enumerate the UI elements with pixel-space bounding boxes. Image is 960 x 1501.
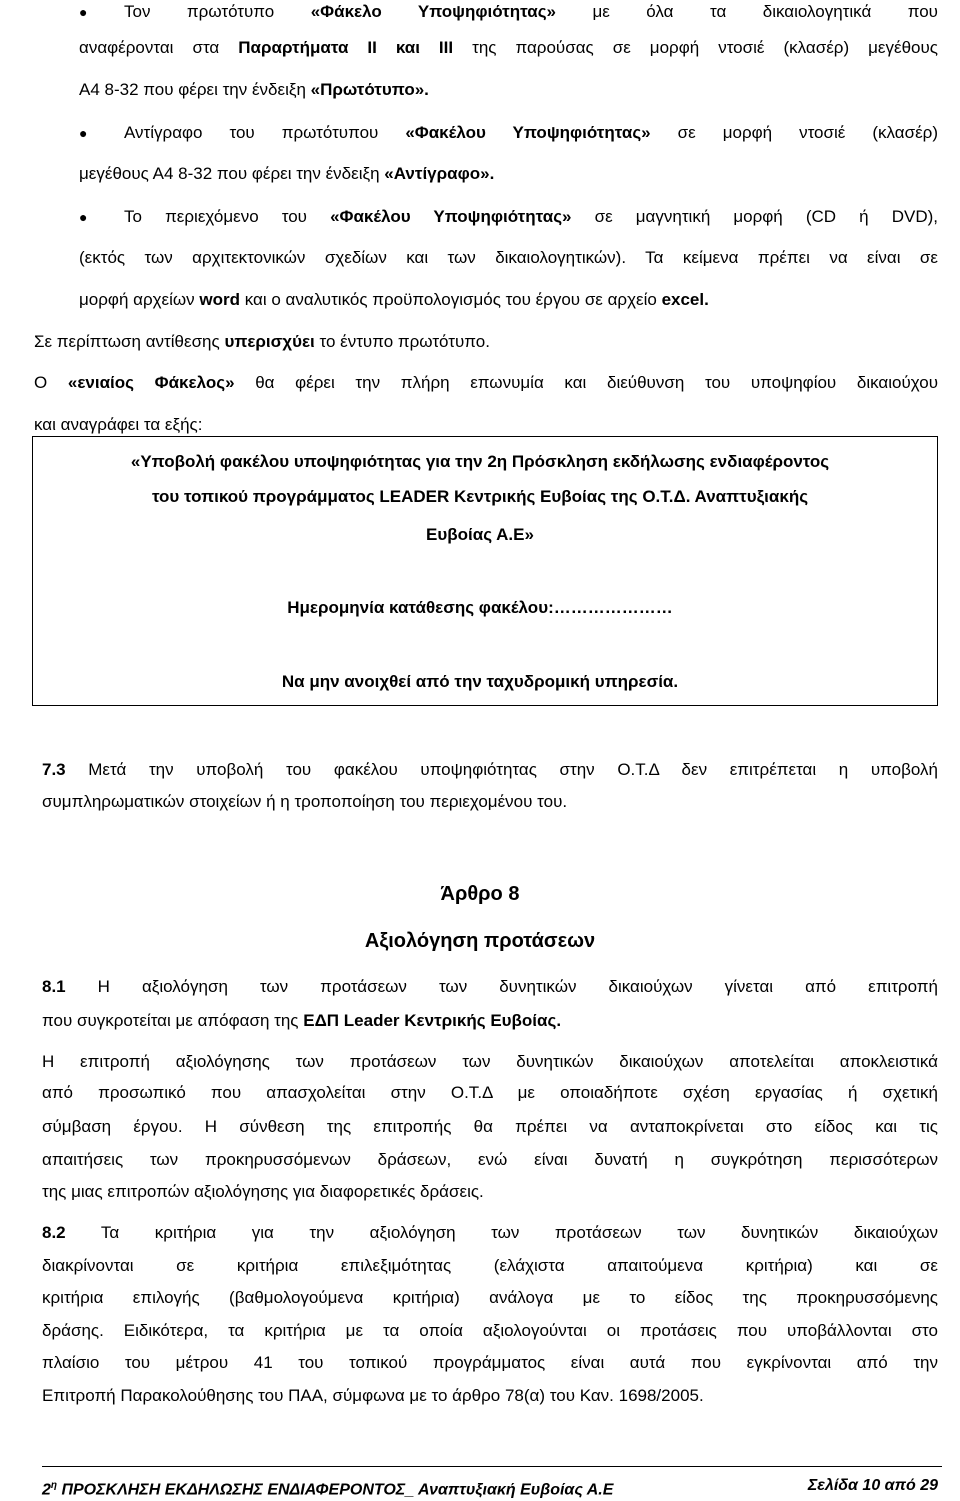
section-8-1-line-2: που συγκροτείται με απόφαση της ΕΔΠ Leader Κεντρικής Ευβοίας. [42,1011,562,1030]
conflict-line: Σε περίπτωση αντίθεσης υπερισχύει το έντυπο πρωτότυπο. [34,332,490,351]
footer-rule [42,1466,942,1467]
section-8-2-line-4: δράσης. Ειδικότερα, τα κριτήρια με τα οποία αξιολογούνται οι προτάσεις που υποβάλλονται στο [42,1321,938,1340]
bullet-2-line-2: μεγέθους Α4 8-32 που φέρει την ένδειξη «Αντίγραφο». [79,164,495,183]
section-8-2-line-5: πλαίσιο του μέτρου 41 του τοπικού προγράμματος είναι αυτά που εγκρίνονται από την [42,1353,938,1372]
section-8-2-line-2: διακρίνονται σε κριτήρια επιλεξιμότητας (ελάχιστα απαιτούμενα κριτήρια) και σε [42,1256,938,1275]
bullet-1-line-3: Α4 8-32 που φέρει την ένδειξη «Πρωτότυπο». [79,80,429,99]
bullet-3-line-2: (εκτός των αρχιτεκτονικών σχεδίων και των δικαιολογητικών). Τα κείμενα πρέπει να είναι σε [79,248,938,267]
committee-line-2: από προσωπικό που απασχολείται στην Ο.Τ.Δ με οποιαδήποτε σχέση εργασίας ή σχετική [42,1083,938,1102]
footer-title: $2^\eta$ ΠΡΟΣΚΛΗΣΗ ΕΚΔΗΛΩΣΗΣ ΕΝΔΙΑΦΕΡΟΝΤΟΣ_ Αναπτυξιακή Ευβοίας Α.Ε [42,1480,614,1499]
single-folder-line-2: και αναγράφει τα εξής: [34,415,203,434]
section-8-1-line-1: 8.1 Η αξιολόγηση των προτάσεων των δυνητικών δικαιούχων γίνεται από επιτροπή [42,977,938,996]
box-line-1: «Υποβολή φακέλου υποψηφιότητας για την 2η Πρόσκληση εκδήλωσης ενδιαφέροντος [130,452,830,471]
bullet-3-line-1: Το περιεχόμενο του «Φακέλου Υποψηφιότητας» σε μαγνητική μορφή (CD ή DVD), [124,207,938,226]
box-line-3: Ευβοίας Α.Ε» [426,525,534,544]
box-date-line: Ημερομηνία κατάθεσης φακέλου:………………… [287,598,673,617]
bullet-1-line-1: Τον πρωτότυπο «Φάκελο Υποψηφιότητας» με όλα τα δικαιολογητικά που [124,2,938,21]
envelope-label-box [32,436,938,706]
section-8-2-line-6: Επιτροπή Παρακολούθησης του ΠΑΑ, σύμφωνα με το άρθρο 78(α) του Καν. 1698/2005. [42,1386,704,1405]
section-8-2-line-1: 8.2 Τα κριτήρια για την αξιολόγηση των προτάσεων των δυνητικών δικαιούχων [42,1223,938,1242]
article-title: Άρθρο 8 [440,883,520,905]
committee-line-4: απαιτήσεις των προκηρυσσόμενων δράσεων, ενώ είναι δυνατή η συγκρότηση περισσότερων [42,1150,938,1169]
box-line-2: του τοπικού προγράμματος LEADER Κεντρικής Ευβοίας της Ο.Τ.Δ. Αναπτυξιακής [151,487,809,506]
box-warning-line: Να μην ανοιχθεί από την ταχυδρομική υπηρεσία. [281,672,679,691]
committee-line-5: της μιας επιτροπών αξιολόγησης για διαφορετικές δράσεις. [42,1182,484,1201]
footer-page-number: Σελίδα 10 από 29 [807,1477,938,1494]
bullet-3-line-3: μορφή αρχείων word και ο αναλυτικός προϋπολογισμός του έργου σε αρχείο excel. [79,290,709,309]
bullet-icon: ● [79,209,88,225]
section-8-2-line-3: κριτήρια επιλογής (βαθμολογούμενα κριτήρια) ανάλογα με το είδος της προκηρυσσόμενης [42,1288,938,1307]
bullet-icon: ● [79,125,88,141]
article-subtitle: Αξιολόγηση προτάσεων [364,930,596,952]
committee-line-1: Η επιτροπή αξιολόγησης των προτάσεων των δυνητικών δικαιούχων αποτελείται αποκλειστικά [42,1052,938,1071]
bullet-2-line-1: Αντίγραφο του πρωτότυπου «Φακέλου Υποψηφιότητας» σε μορφή ντοσιέ (κλασέρ) [124,123,938,142]
section-7-3-line-2: συμπληρωματικών στοιχείων ή η τροποποίηση του περιεχομένου του. [42,792,568,811]
single-folder-line-1: Ο «ενιαίος Φάκελος» θα φέρει την πλήρη επωνυμία και διεύθυνση του υποψηφίου δικαιούχου [34,373,938,392]
section-7-3-line-1: 7.3 Μετά την υποβολή του φακέλου υποψηφιότητας στην Ο.Τ.Δ δεν επιτρέπεται η υποβολή [42,760,938,779]
bullet-1-line-2: αναφέρονται στα Παραρτήματα ΙΙ και ΙΙΙ της παρούσας σε μορφή ντοσιέ (κλασέρ) μεγέθους [79,38,938,57]
bullet-icon: ● [79,4,88,20]
committee-line-3: σύμβαση έργου. Η σύνθεση της επιτροπής θα πρέπει να ανταποκρίνεται στο είδος και τις [42,1117,938,1136]
